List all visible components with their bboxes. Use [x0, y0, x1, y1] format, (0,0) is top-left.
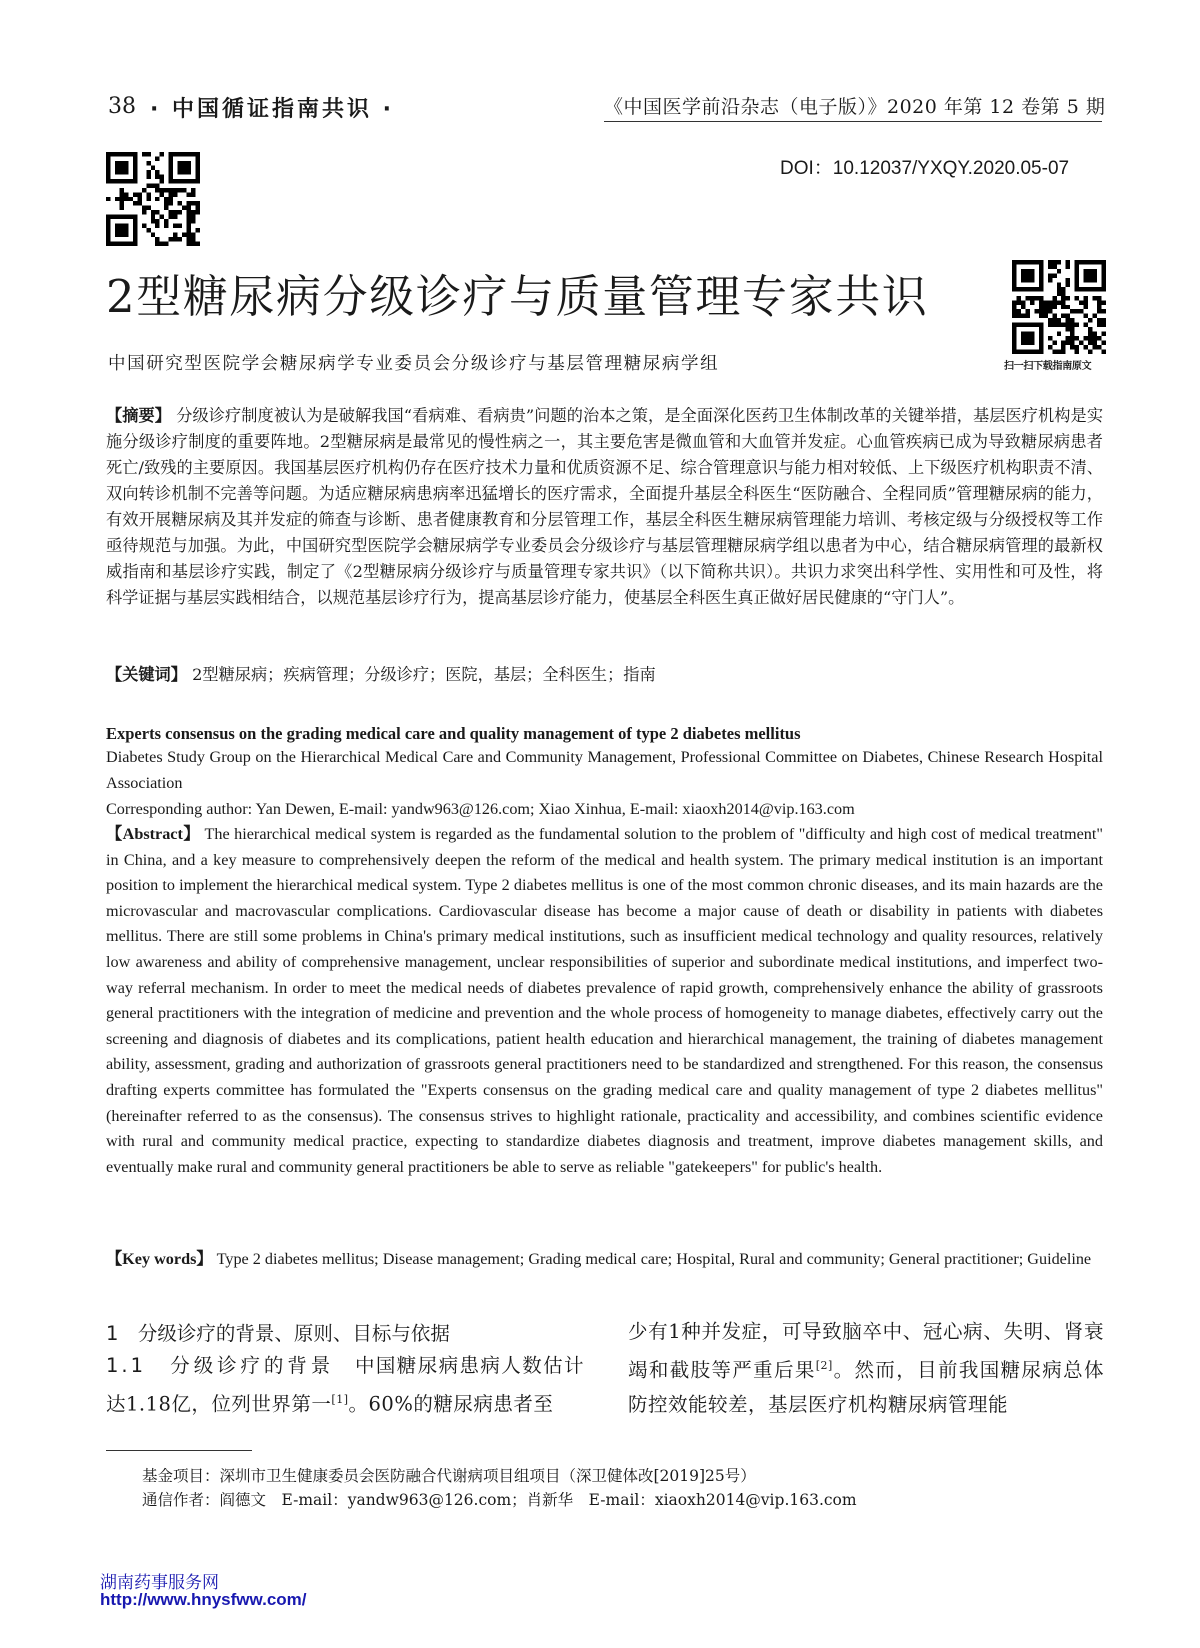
- reference-marker[interactable]: [1]: [331, 1393, 349, 1406]
- keywords-text: 2型糖尿病；疾病管理；分级诊疗；医院，基层；全科医生；指南: [192, 665, 656, 684]
- qr-caption: 扫一扫下载指南原文: [1004, 361, 1092, 372]
- chinese-abstract: [106, 403, 1103, 611]
- author-group: 中国研究型医院学会糖尿病学专业委员会分级诊疗与基层管理糖尿病学组: [108, 354, 720, 374]
- english-keywords: [106, 1247, 1103, 1273]
- english-title: Experts consensus on the grading medical care and quality management of type 2 diabetes mellitus: [106, 724, 801, 743]
- subsection-heading: 1.1 分级诊疗的背景: [106, 1354, 335, 1377]
- english-corresponding-author: Corresponding author: Yan Dewen, E-mail: yandw963@126.com; Xiao Xinhua, E-mail: xiaoxh2014@vip.163.com: [106, 800, 855, 818]
- body-text: 中国糖尿病患病人数估计达1.18亿，位列世界第一: [106, 1354, 584, 1416]
- reference-marker[interactable]: [2]: [815, 1359, 833, 1372]
- english-keywords-label: 【Key words】: [106, 1250, 213, 1268]
- body-text: 。然而，目前我国糖尿病总体防控效能较差，基层医疗机构糖尿病管理能: [628, 1358, 1104, 1416]
- funding-footnote: 基金项目：深圳市卫生健康委员会医防融合代谢病项目组项目（深卫健体改[2019]25号）: [142, 1467, 756, 1485]
- header-rule: [604, 121, 1102, 122]
- chinese-keywords: [106, 662, 1103, 688]
- english-keywords-text: Type 2 diabetes mellitus; Disease management; Grading medical care; Hospital, Rural and community; General practitioner; Guideline: [216, 1250, 1092, 1268]
- section-heading: 1 分级诊疗的背景、原则、目标与依据: [106, 1322, 450, 1345]
- body-text: 。60%的糖尿病患者至: [348, 1392, 554, 1416]
- english-abstract-text: The hierarchical medical system is regarded as the fundamental solution to the problem of "difficulty and high cost of medical treatment" in China, and a key measure to comprehensively deepen the reform of the medical and health system. The primary medical institution is an important position to implement the hierarchical medical system. Type 2 diabetes mellitus is one of the most common chronic diseases, and its main hazards are the microvascular and macrovascular complications. Cardiovascular disease has become a major cause of death or disability in patients with diabetes mellitus. There are still some problems in China's primary medical institutions, such as insufficient medical technology and quality resources, relatively low awareness and ability of comprehensive management, unclear responsibilities of superior and subordinate medical institutions, and imperfect two-way referral mechanism. In order to meet the medical needs of diabetes prevalence of rapid growth, comprehensively enhance the ability of grassroots general practitioners with the integration of medicine and prevention and the whole process of homogeneity to manage diabetes, effectively carry out the screening and diagnosis of diabetes and its complications, patient health education and hierarchical management, the training of diabetes management ability, assessment, grading and authorization of grassroots general practitioners need to be standardized and strengthened. For this reason, the consensus drafting experts committee has formulated the "Experts consensus on the grading medical care and quality management of type 2 diabetes mellitus" (hereinafter referred to as the consensus). The consensus strives to highlight rationale, practicality and accessibility, and combines scientific evidence with rural and community medical practice, expecting to standardize diabetes diagnosis and treatment, improve diabetes management skills, and eventually make rural and community general practitioners be able to serve as reliable "gatekeepers" for public's health.: [106, 825, 1103, 1176]
- footnote-rule: [106, 1450, 252, 1451]
- watermark-url[interactable]: http://www.hnysfww.com/: [100, 1590, 307, 1609]
- abstract-label: 【摘要】: [106, 406, 172, 425]
- article-title: 2型糖尿病分级诊疗与质量管理专家共识: [106, 270, 929, 323]
- english-affiliation: Diabetes Study Group on the Hierarchical Medical Care and Community Management, Professional Committee on Diabetes, Chinese Research Hospital Association: [106, 748, 1103, 792]
- keywords-label: 【关键词】: [106, 665, 187, 684]
- qr-code-icon: [106, 152, 200, 246]
- qr-code-icon: [1012, 260, 1106, 354]
- page-number: 38: [108, 94, 136, 119]
- body-column-left: [106, 1349, 584, 1422]
- doi: DOI：10.12037/YXQY.2020.05-07: [780, 158, 1070, 179]
- body-column-right: [628, 1315, 1104, 1422]
- english-abstract: [106, 822, 1103, 1180]
- correspondence-footnote: 通信作者：阎德文 E-mail：yandw963@126.com；肖新华 E-mail：xiaoxh2014@vip.163.com: [142, 1491, 857, 1509]
- body-text: 少有1种并发症，可导致脑卒中、冠心病、失明、肾衰竭和截肢等严重后果: [628, 1320, 1104, 1382]
- section-label: · 中国循证指南共识 ·: [150, 97, 395, 122]
- abstract-text: 分级诊疗制度被认为是破解我国“看病难、看病贵”问题的治本之策，是全面深化医药卫生体制改革的关键举措，基层医疗机构是实施分级诊疗制度的重要阵地。2型糖尿病是最常见的慢性病之一，其主要危害是微血管和大血管并发症。心血管疾病已成为导致糖尿病患者死亡/致残的主要原因。我国基层医疗机构仍存在医疗技术力量和优质资源不足、综合管理意识与能力相对较低、上下级医疗机构职责不清、双向转诊机制不完善等问题。为适应糖尿病患病率迅猛增长的医疗需求，全面提升基层全科医生“医防融合、全程同质”管理糖尿病的能力，有效开展糖尿病及其并发症的筛查与诊断、患者健康教育和分层管理工作，基层全科医生糖尿病管理能力培训、考核定级与分级授权等工作亟待规范与加强。为此，中国研究型医院学会糖尿病学专业委员会分级诊疗与基层管理糖尿病学组以患者为中心，结合糖尿病管理的最新权威指南和基层诊疗实践，制定了《2型糖尿病分级诊疗与质量管理专家共识》（以下简称共识）。共识力求突出科学性、实用性和可及性，将科学证据与基层实践相结合，以规范基层诊疗行为，提高基层诊疗能力，使基层全科医生真正做好居民健康的“守门人”。: [106, 406, 1104, 607]
- journal-info: 《中国医学前沿杂志（电子版）》2020 年第 12 卷第 5 期: [604, 96, 1106, 118]
- english-abstract-label: 【Abstract】: [106, 825, 200, 843]
- watermark-site-name: 湖南药事服务网: [100, 1573, 219, 1593]
